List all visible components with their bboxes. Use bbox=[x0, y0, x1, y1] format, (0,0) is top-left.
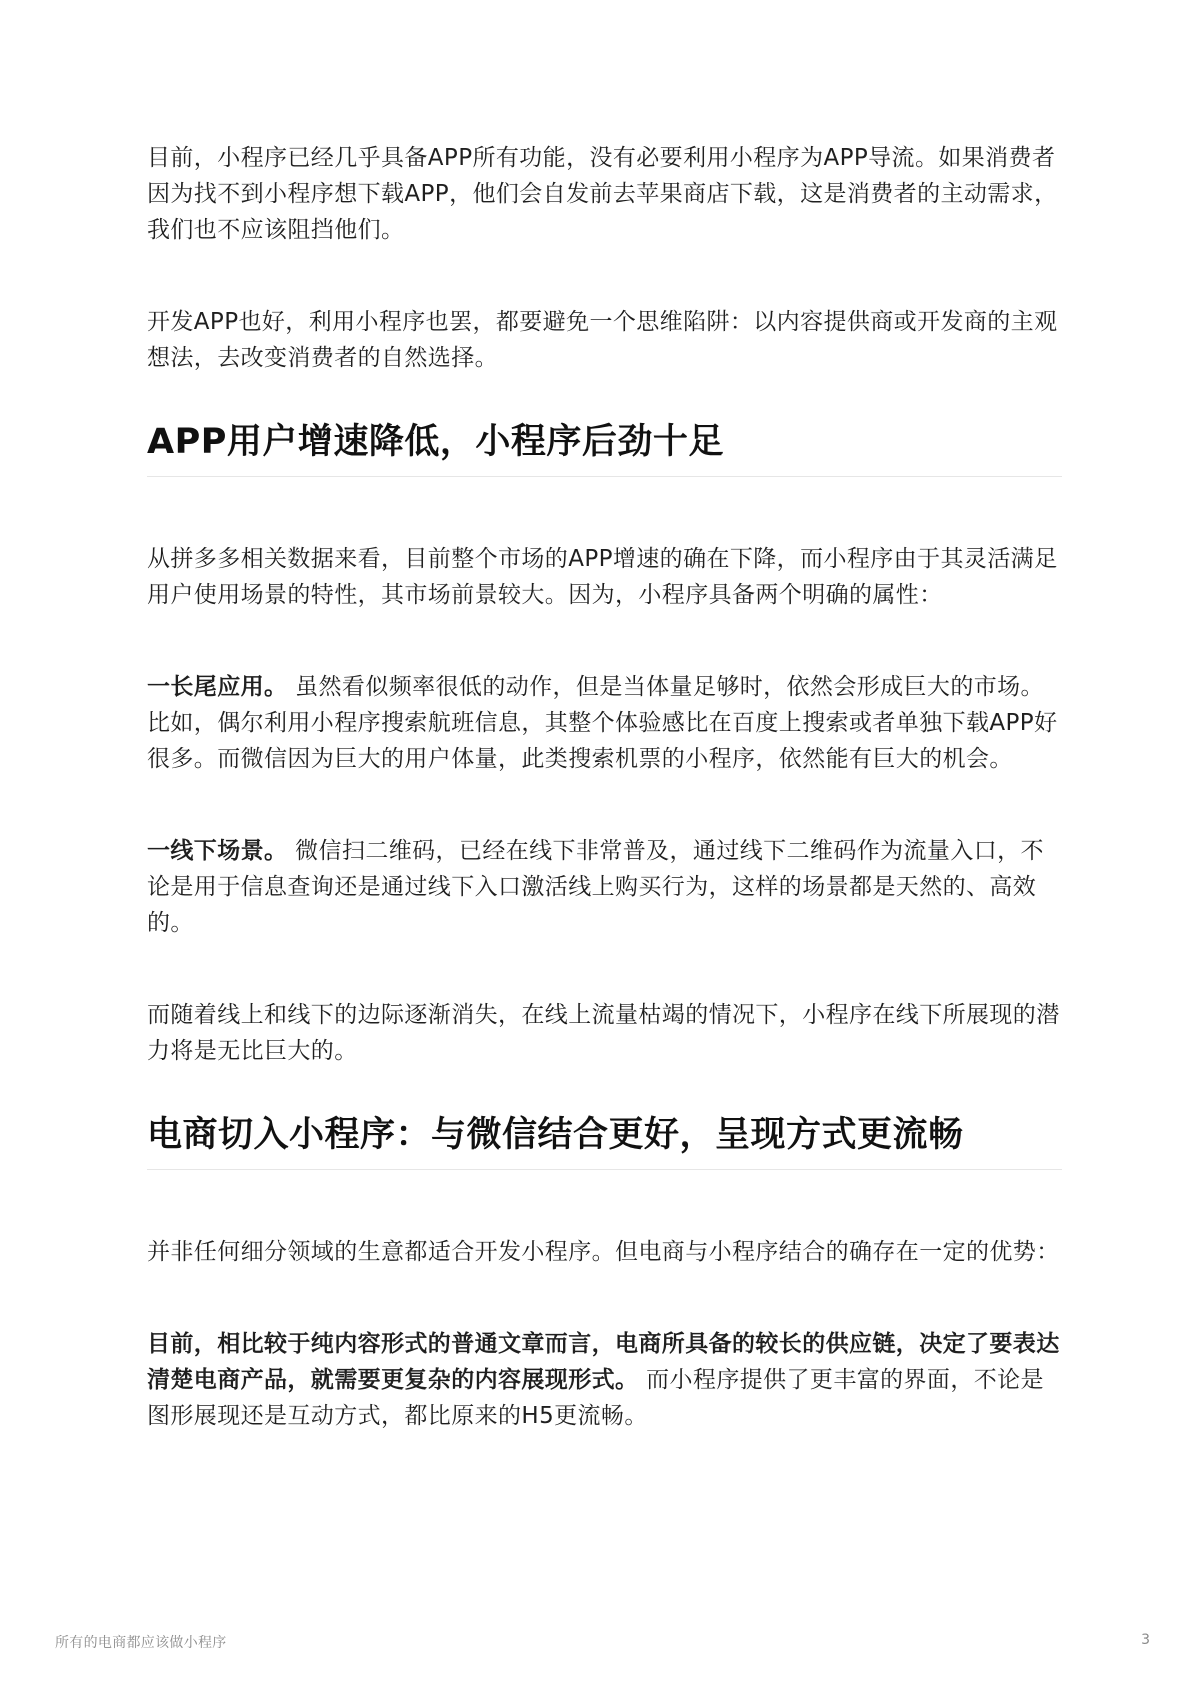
paragraph-8-text: 而小程序提供了更丰富的界面，不论是图形展现还是互动方式，都比原来的H5更流畅。 bbox=[147, 1367, 1044, 1429]
section-heading-1: APP用户增速降低，小程序后劲十足 bbox=[147, 422, 724, 462]
section-heading-2: 电商切入小程序：与微信结合更好，呈现方式更流畅 bbox=[147, 1115, 964, 1155]
paragraph-5-text: 微信扫二维码，已经在线下非常普及，通过线下二维码作为流量入口，不论是用于信息查询还是通过线下入口激活线上购买行为，这样的场景都是天然的、高效的。 bbox=[147, 838, 1044, 936]
paragraph-5 bbox=[147, 833, 1062, 941]
article-body bbox=[147, 140, 1062, 1490]
paragraph-4 bbox=[147, 669, 1062, 777]
paragraph-8 bbox=[147, 1326, 1062, 1434]
paragraph-4-lead: 一长尾应用。 bbox=[147, 674, 288, 700]
footer-page-number: 3 bbox=[1141, 1632, 1150, 1648]
footer-document-title: 所有的电商都应该做小程序 bbox=[55, 1635, 227, 1651]
paragraph-6: 而随着线上和线下的边际逐渐消失，在线上流量枯竭的情况下，小程序在线下所展现的潜力将是无比巨大的。 bbox=[147, 1002, 1060, 1064]
paragraph-2: 开发APP也好，利用小程序也罢，都要避免一个思维陷阱：以内容提供商或开发商的主观想法，去改变消费者的自然选择。 bbox=[147, 309, 1058, 371]
paragraph-3: 从拼多多相关数据来看，目前整个市场的APP增速的确在下降，而小程序由于其灵活满足用户使用场景的特性，其市场前景较大。因为，小程序具备两个明确的属性： bbox=[147, 546, 1058, 608]
paragraph-1: 目前，小程序已经几乎具备APP所有功能，没有必要利用小程序为APP导流。如果消费者因为找不到小程序想下载APP，他们会自发前去苹果商店下载，这是消费者的主动需求，我们也不应该阻挡他们。 bbox=[147, 145, 1058, 243]
paragraph-7: 并非任何细分领域的生意都适合开发小程序。但电商与小程序结合的确存在一定的优势： bbox=[147, 1239, 1060, 1265]
heading-divider-1 bbox=[147, 476, 1062, 477]
paragraph-8-lead: 目前，相比较于纯内容形式的普通文章而言，电商所具备的较长的供应链，决定了要表达清楚电商产品，就需要更复杂的内容展现形式。 bbox=[147, 1331, 1060, 1393]
paragraph-4-text: 虽然看似频率很低的动作，但是当体量足够时，依然会形成巨大的市场。比如，偶尔利用小程序搜索航班信息，其整个体验感比在百度上搜索或者单独下载APP好很多。而微信因为巨大的用户体量，此类搜索机票的小程序，依然能有巨大的机会。 bbox=[147, 674, 1058, 772]
paragraph-5-lead: 一线下场景。 bbox=[147, 838, 288, 864]
heading-divider-2 bbox=[147, 1169, 1062, 1170]
